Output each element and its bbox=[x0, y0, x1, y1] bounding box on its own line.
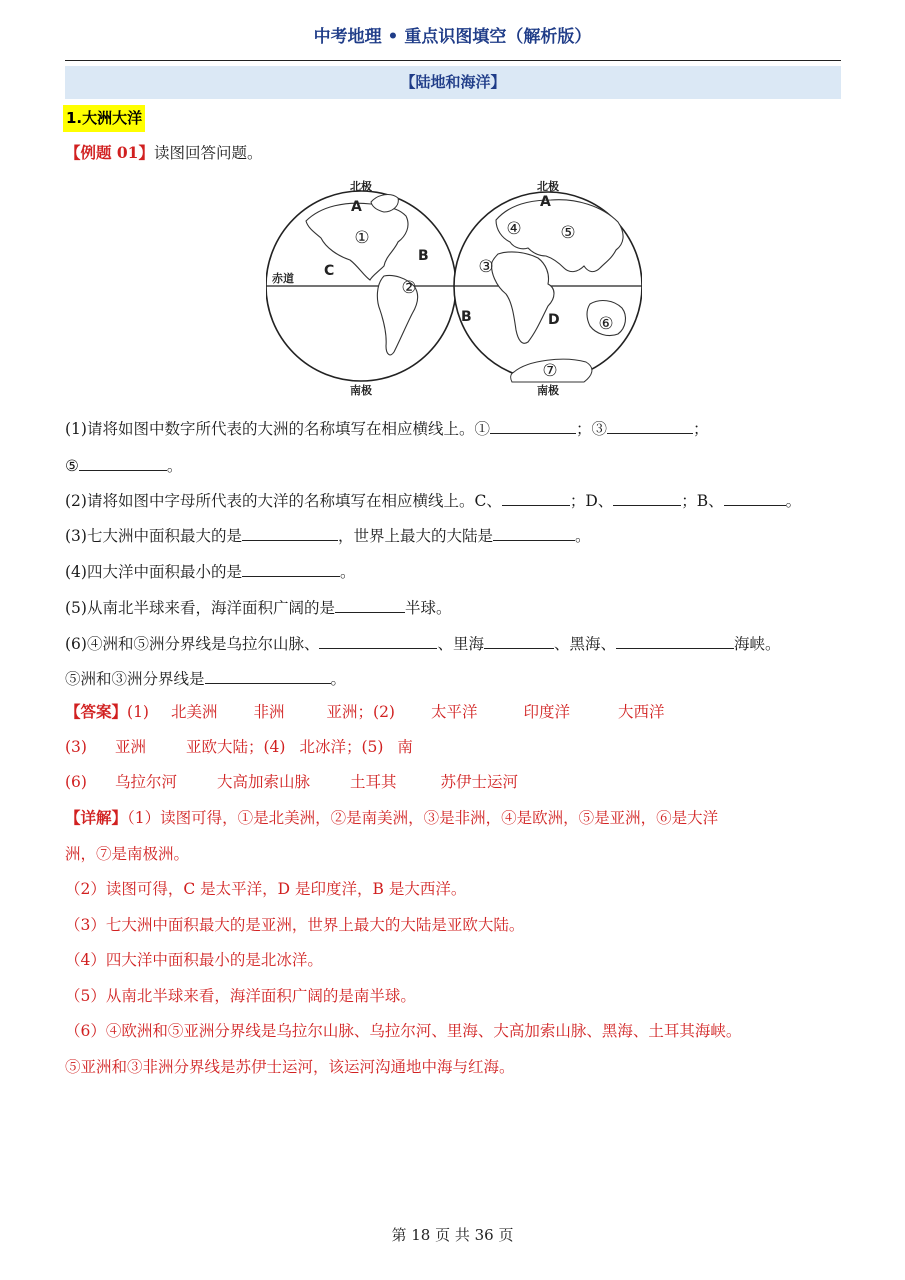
ocean-label-c: C bbox=[324, 263, 335, 279]
question-6-mid: 、黑海、 bbox=[553, 635, 616, 653]
answer-row-1 bbox=[65, 701, 845, 723]
equator-label: 赤道 bbox=[272, 272, 294, 285]
continent-label-2: ② bbox=[401, 278, 417, 298]
answer-blank bbox=[205, 666, 331, 684]
explain-p1b: 洲，⑦是南极洲。 bbox=[65, 845, 190, 863]
ocean-label-a-west: A bbox=[351, 199, 362, 215]
south-pole-label-east: 南极 bbox=[537, 384, 559, 397]
question-1-sep: ；③ bbox=[575, 420, 607, 438]
question-1-sep: ； bbox=[692, 420, 709, 438]
answer-item: 印度洋 bbox=[523, 703, 571, 721]
question-1-end: 。 bbox=[166, 457, 183, 475]
question-3-text: (3)七大洲中面积最大的是 bbox=[65, 527, 242, 545]
ocean-label-d: D bbox=[548, 312, 560, 328]
continent-label-1: ① bbox=[354, 228, 370, 248]
answer-blank bbox=[490, 416, 576, 434]
answer-item: 非洲 bbox=[253, 703, 285, 721]
question-6-end: 海峡。 bbox=[734, 635, 781, 653]
answer-blank bbox=[607, 416, 693, 434]
answer-row-2 bbox=[65, 736, 845, 758]
answer-blank bbox=[502, 488, 570, 506]
north-pole-label-east: 北极 bbox=[537, 180, 559, 193]
answer-item: 太平洋 bbox=[430, 703, 478, 721]
answer-blank bbox=[79, 453, 167, 471]
question-4-end: 。 bbox=[339, 563, 356, 581]
question-6b-end: 。 bbox=[330, 670, 347, 688]
answer-item: 北冰洋；(5) bbox=[299, 738, 384, 756]
explain-p5: （5）从南北半球来看，海洋面积广阔的是南半球。 bbox=[65, 987, 416, 1005]
ocean-label-b-west: B bbox=[418, 248, 429, 264]
answer-item: 土耳其 bbox=[350, 773, 397, 791]
question-2-d: ；D、 bbox=[569, 492, 614, 510]
answer-blank bbox=[724, 488, 786, 506]
section-title: 【陆地和海洋】 bbox=[65, 66, 841, 99]
question-4 bbox=[65, 559, 845, 583]
question-5-text: (5)从南北半球来看，海洋面积广阔的是 bbox=[65, 599, 335, 617]
answer-item: (6) bbox=[65, 773, 87, 791]
continent-label-3: ③ bbox=[478, 257, 494, 277]
question-2-end: 。 bbox=[785, 492, 802, 510]
ocean-label-b-east: B bbox=[461, 309, 472, 325]
answer-item: 亚洲 bbox=[114, 738, 146, 756]
question-3-end: 。 bbox=[574, 527, 591, 545]
explain-tag: 【详解】 bbox=[65, 808, 128, 827]
answer-item: 亚欧大陆；(4) bbox=[185, 738, 286, 756]
explain-text: （1）读图可得，①是北美洲，②是南美洲，③是非洲，④是欧洲，⑤是亚洲，⑥是大洋 bbox=[127, 809, 719, 827]
question-6-text: (6)④洲和⑤洲分界线是乌拉尔山脉、 bbox=[65, 635, 320, 653]
question-6-continued bbox=[65, 666, 845, 690]
question-6 bbox=[65, 631, 845, 655]
explain-p4: （4）四大洋中面积最小的是北冰洋。 bbox=[65, 951, 323, 969]
question-5-end: 半球。 bbox=[404, 599, 452, 617]
explain-p3: （3）七大洲中面积最大的是亚洲，世界上最大的大陆是亚欧大陆。 bbox=[65, 916, 525, 934]
question-3-mid: ，世界上最大的大陆是 bbox=[337, 527, 493, 545]
question-4-text: (4)四大洋中面积最小的是 bbox=[65, 563, 242, 581]
document-header-title: 中考地理 • 重点识图填空（解析版） bbox=[313, 27, 592, 47]
page-number-footer: 第 18 页 共 36 页 bbox=[391, 1226, 514, 1244]
question-6b-text: ⑤洲和③洲分界线是 bbox=[65, 670, 205, 688]
world-map-figure bbox=[266, 176, 642, 398]
answer-tag: 【答案】 bbox=[65, 702, 128, 721]
answer-blank bbox=[242, 523, 338, 541]
continent-label-5: ⑤ bbox=[560, 223, 576, 243]
answer-item: 大高加索山脉 bbox=[216, 773, 310, 791]
answer-item: 乌拉尔河 bbox=[114, 773, 177, 791]
answer-item: 苏伊士运河 bbox=[440, 773, 519, 791]
answer-item: 北美洲 bbox=[170, 703, 218, 721]
explain-p6b: ⑤亚洲和③非洲分界线是苏伊士运河，该运河沟通地中海与红海。 bbox=[65, 1058, 515, 1076]
answer-blank bbox=[319, 631, 437, 649]
example-tag: 【例题 01】 bbox=[65, 143, 154, 162]
answer-blank bbox=[335, 595, 405, 613]
continent-label-4: ④ bbox=[506, 219, 522, 239]
answer-blank bbox=[484, 631, 554, 649]
answer-blank bbox=[242, 559, 340, 577]
answer-blank bbox=[613, 488, 681, 506]
south-pole-label-west: 南极 bbox=[350, 384, 372, 397]
topic-heading: 1.大洲大洋 bbox=[63, 105, 145, 132]
answer-blank bbox=[616, 631, 734, 649]
answer-item: 南 bbox=[397, 738, 413, 756]
question-5 bbox=[65, 595, 845, 619]
example-line bbox=[65, 142, 845, 164]
answer-item: 大西洋 bbox=[618, 703, 665, 721]
answer-blank bbox=[493, 523, 575, 541]
answer-item: (3) bbox=[65, 738, 87, 756]
ocean-label-a-east: A bbox=[540, 194, 551, 210]
question-2-text: (2)请将如图中字母所代表的大洋的名称填写在相应横线上。C、 bbox=[65, 492, 502, 510]
answer-item: 亚洲；(2) bbox=[326, 703, 395, 721]
continent-label-6: ⑥ bbox=[598, 314, 614, 334]
question-1-text: (1)请将如图中数字所代表的大洲的名称填写在相应横线上。① bbox=[65, 420, 490, 438]
question-2-b: ；B、 bbox=[681, 492, 724, 510]
explain-p6a: （6）④欧洲和⑤亚洲分界线是乌拉尔山脉、乌拉尔河、里海、大高加索山脉、黑海、土耳其海峡。 bbox=[65, 1022, 742, 1040]
question-1-continued bbox=[65, 453, 845, 477]
question-3 bbox=[65, 523, 845, 547]
explain-p2: （2）读图可得，C 是太平洋，D 是印度洋，B 是大西洋。 bbox=[65, 880, 467, 898]
example-prompt: 读图回答问题。 bbox=[153, 144, 263, 162]
header-divider bbox=[65, 60, 841, 61]
north-pole-label-west: 北极 bbox=[350, 180, 372, 193]
answer-item: (1) bbox=[127, 703, 149, 721]
continent-label-7: ⑦ bbox=[542, 361, 558, 381]
question-1 bbox=[65, 416, 845, 440]
answer-row-3 bbox=[65, 771, 845, 793]
question-2 bbox=[65, 488, 845, 512]
question-6-mid: 、里海 bbox=[437, 635, 484, 653]
explain-p1a bbox=[65, 807, 845, 829]
question-1-lead: ⑤ bbox=[65, 457, 79, 475]
